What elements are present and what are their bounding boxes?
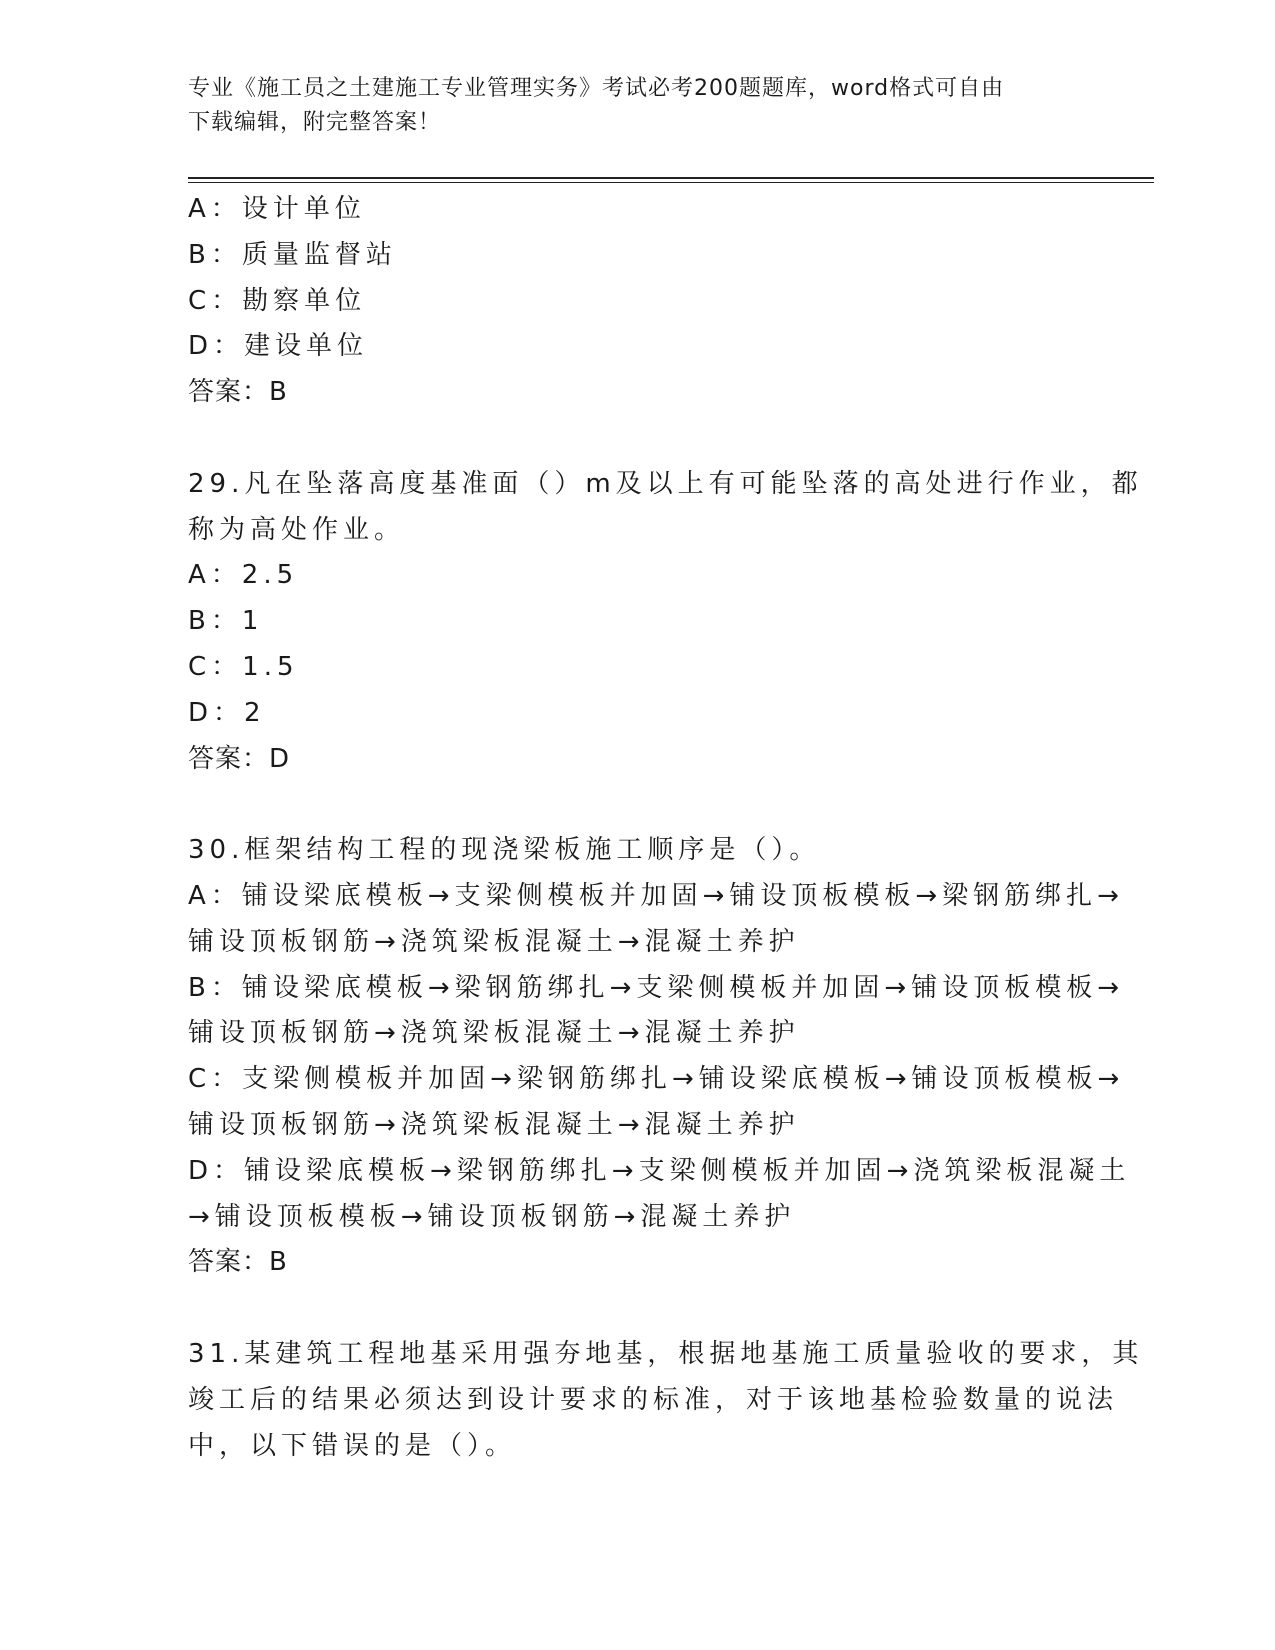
option-d: D：2 [188,697,266,728]
question-stem-line: 中，以下错误的是（）。 [188,1430,517,1461]
answer-line: 答案：B [188,377,288,408]
answer-line: 答案：B [188,1247,288,1278]
question-content [188,187,1144,1469]
option-c-continued: 铺设顶板钢筋→浇筑梁板混凝土→混凝土养护 [188,1109,800,1140]
spacer [188,416,1088,462]
option-b: B：质量监督站 [188,239,397,270]
header-rule-thick [188,177,1154,179]
spacer [188,1286,1088,1332]
option-a: A：设计单位 [188,194,366,224]
spacer [188,782,1088,828]
option-a: A：铺设梁底模板→支梁侧模板并加固→铺设顶板模板→梁钢筋绑扎→ [188,880,1124,911]
option-a-continued: 铺设顶板钢筋→浇筑梁板混凝土→混凝土养护 [188,926,800,957]
option-c: C：1.5 [188,651,299,682]
option-b: B：1 [188,606,264,637]
header-line-1: 专业《施工员之土建施工专业管理实务》考试必考200题题库，word格式可自由 [188,76,1005,101]
option-d: D：铺设梁底模板→梁钢筋绑扎→支梁侧模板并加固→浇筑梁板混凝土 [188,1155,1131,1186]
option-d-continued: →铺设顶板模板→铺设顶板钢筋→混凝土养护 [188,1201,796,1232]
header-rule-thin [188,182,1154,183]
question-stem-line: 称为高处作业。 [188,514,406,545]
question-stem-line: 31.某建筑工程地基采用强夯地基，根据地基施工质量验收的要求，其 [188,1338,1144,1369]
question-31 [188,1332,1144,1469]
question-28 [188,187,1088,416]
page-header [188,72,1068,140]
question-stem-line: 30.框架结构工程的现浇梁板施工顺序是（）。 [188,835,821,866]
option-b: B：铺设梁底模板→梁钢筋绑扎→支梁侧模板并加固→铺设顶板模板→ [188,972,1124,1003]
option-c: C：勘察单位 [188,285,367,316]
option-a: A：2.5 [188,560,299,591]
option-c: C：支梁侧模板并加固→梁钢筋绑扎→铺设梁底模板→铺设顶板模板→ [188,1064,1125,1095]
answer-line: 答案：D [188,743,291,774]
option-d: D：建设单位 [188,331,369,362]
question-30 [188,828,1131,1286]
header-line-2: 下载编辑，附完整答案！ [188,110,442,135]
question-29 [188,462,1143,783]
question-stem-line: 竣工后的结果必须达到设计要求的标准，对于该地基检验数量的说法 [188,1384,1119,1415]
option-b-continued: 铺设顶板钢筋→浇筑梁板混凝土→混凝土养护 [188,1018,800,1049]
question-stem-line: 29.凡在坠落高度基准面（）m及以上有可能坠落的高处进行作业，都 [188,468,1143,499]
